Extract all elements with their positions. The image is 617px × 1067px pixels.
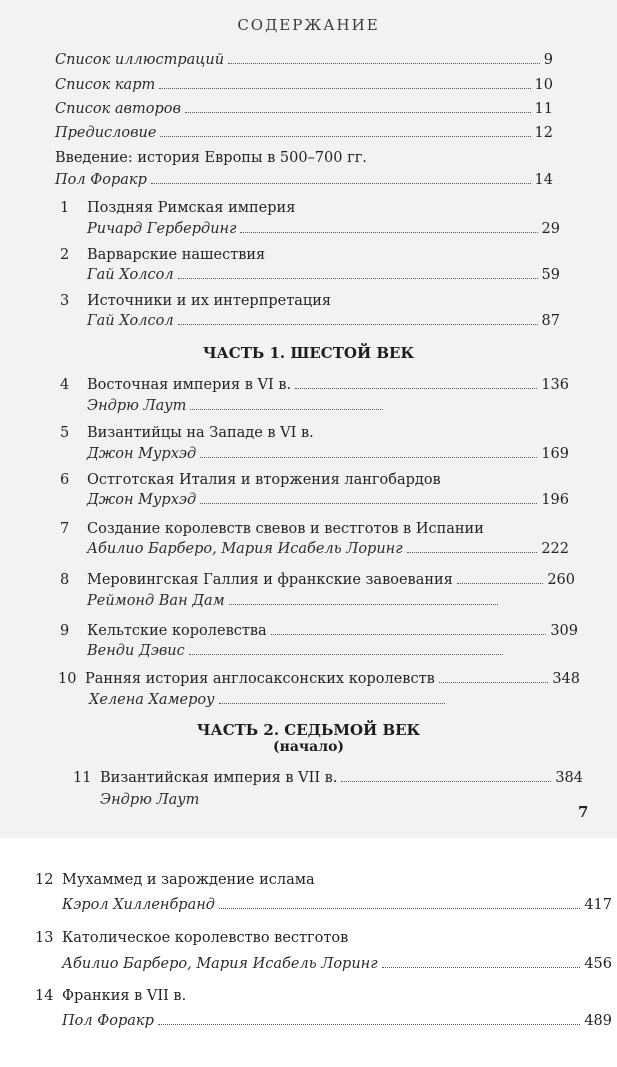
chapter-author: Реймонд Ван Дам [87,593,225,609]
chapter-title: Варварские нашествия [87,247,266,263]
chapter-title: Создание королевств свевов и вестготов в Испании [87,521,484,537]
chapter-page: 169 [541,446,569,462]
chapter-page: 87 [541,313,560,329]
chapter-title: Франкия в VII в. [62,988,187,1004]
chapter-author: Кэрол Хилленбранд [62,897,215,913]
toc-entry [55,77,553,99]
dot-leader [341,781,551,782]
chapter-author: Эндрю Лаут [100,792,200,808]
chapter-author: Пол Форакр [62,1013,154,1029]
chapter-page: 222 [541,541,569,557]
chapter-title-line [60,572,575,594]
chapter-title-line [60,521,569,543]
chapter-number: 3 [60,293,70,309]
dot-leader [160,136,530,137]
chapter-page: 384 [555,770,583,786]
page-number: 7 [578,803,589,821]
chapter-author: Венди Дэвис [87,643,185,659]
chapter-author-line [87,221,560,243]
dot-leader [200,457,537,458]
dot-leader [178,324,538,325]
dot-leader [158,1024,580,1025]
chapter-author: Абилио Барберо, Мария Исабель Лоринг [87,541,403,557]
dot-leader [407,552,538,553]
page-title: СОДЕРЖАНИЕ [237,16,380,34]
chapter-number: 9 [60,623,70,639]
chapter-title: Остготская Италия и вторжения лангобардов [87,472,441,488]
chapter-title-line [73,770,583,792]
chapter-title: Источники и их интерпретация [87,293,332,309]
chapter-title: Восточная империя в VI в. [87,377,292,393]
dot-leader [159,88,530,89]
chapter-title: Византийская империя в VII в. [100,770,338,786]
chapter-page: 29 [541,221,560,237]
chapter-title-line [60,247,560,269]
dot-leader [271,634,547,635]
chapter-author-line [87,492,569,514]
chapter-title: Мухаммед и зарождение ислама [62,872,315,888]
chapter-title-line [60,472,569,494]
toc-entry-page: 9 [543,52,553,68]
toc-entry-page: 10 [534,77,553,93]
chapter-author: Эндрю Лаут [87,398,187,414]
toc-entry-title: Список карт [55,77,156,93]
part-subheading: (начало) [272,739,345,755]
chapter-title: Ранняя история англосаксонских королевств [85,671,435,687]
dot-leader [295,388,537,389]
dot-leader [229,604,498,605]
chapter-title-line [35,930,613,952]
chapter-author-line [87,593,502,615]
intro-title: Введение: история Европы в 500–700 гг. [55,150,367,166]
part-heading: ЧАСТЬ 1. ШЕСТОЙ ВЕК [202,344,415,362]
dot-leader [200,503,537,504]
intro-author: Пол Форакр [55,172,147,188]
chapter-number: 6 [60,472,70,488]
chapter-title: Меровингская Галлия и франкские завоевания [87,572,453,588]
chapter-title-line [58,671,580,693]
chapter-author: Джон Мурхэд [87,492,197,508]
chapter-title: Католическое королевство вестготов [62,930,349,946]
chapter-title-line [60,293,560,315]
chapter-number: 13 [35,930,54,946]
chapter-author-line [89,692,449,714]
chapter-author-line [62,1013,612,1035]
chapter-author-line [62,956,612,978]
chapter-page: 348 [552,671,580,687]
chapter-author-line [100,792,220,814]
dot-leader [151,183,531,184]
dot-leader [457,583,543,584]
dot-leader [219,703,445,704]
chapter-page: 417 [584,897,612,913]
chapter-title: Кельтские королевства [87,623,267,639]
chapter-author-line [87,446,569,468]
toc-entry [55,125,553,147]
chapter-title-line [60,200,560,222]
chapter-page: 136 [541,377,569,393]
chapter-number: 14 [35,988,54,1004]
chapter-author-line [87,267,560,289]
chapter-author: Ричард Гербердинг [87,221,237,237]
chapter-author: Гай Холсол [87,267,174,283]
toc-entry [55,52,553,74]
toc-entry-title: Предисловие [55,125,157,141]
chapter-author: Джон Мурхэд [87,446,197,462]
chapter-page: 196 [541,492,569,508]
dot-leader [240,232,537,233]
chapter-title-line [35,988,613,1010]
part-heading: ЧАСТЬ 2. СЕДЬМОЙ ВЕК [196,721,421,739]
chapter-title: Поздняя Римская империя [87,200,296,216]
chapter-number: 5 [60,425,70,441]
chapter-page: 489 [584,1013,612,1029]
toc-entry-page: 12 [534,125,553,141]
toc-entry-page: 11 [534,101,553,117]
chapter-number: 12 [35,872,54,888]
toc-entry [55,101,553,123]
intro-title-line [55,150,553,172]
toc-entry-title: Список иллюстраций [55,52,225,68]
chapter-number: 8 [60,572,70,588]
chapter-author-line [87,541,569,563]
chapter-author: Хелена Хамероу [89,692,215,708]
chapter-number: 1 [60,200,70,216]
dot-leader [219,908,580,909]
chapter-page: 309 [550,623,578,639]
chapter-number: 10 [58,671,77,687]
chapter-number: 11 [73,770,92,786]
toc-entry-title: Список авторов [55,101,181,117]
chapter-author: Гай Холсол [87,313,174,329]
intro-page: 14 [534,172,553,188]
dot-leader [185,112,531,113]
dot-leader [228,63,540,64]
dot-leader [178,278,538,279]
chapter-title-line [60,377,569,399]
chapter-number: 4 [60,377,70,393]
dot-leader [382,967,581,968]
chapter-number: 7 [60,521,70,537]
chapter-title-line [35,872,613,894]
chapter-title: Византийцы на Западе в VI в. [87,425,314,441]
intro-author-line [55,172,553,194]
dot-leader [190,409,383,410]
chapter-author-line [87,313,560,335]
chapter-number: 2 [60,247,70,263]
chapter-author-line [87,643,507,665]
chapter-author: Абилио Барберо, Мария Исабель Лоринг [62,956,378,972]
chapter-title-line [60,623,578,645]
chapter-page: 456 [584,956,612,972]
chapter-page: 59 [541,267,560,283]
dot-leader [189,654,503,655]
chapter-author-line [87,398,387,420]
chapter-author-line [62,897,612,919]
chapter-page: 260 [547,572,575,588]
dot-leader [439,682,549,683]
chapter-title-line [60,425,569,447]
